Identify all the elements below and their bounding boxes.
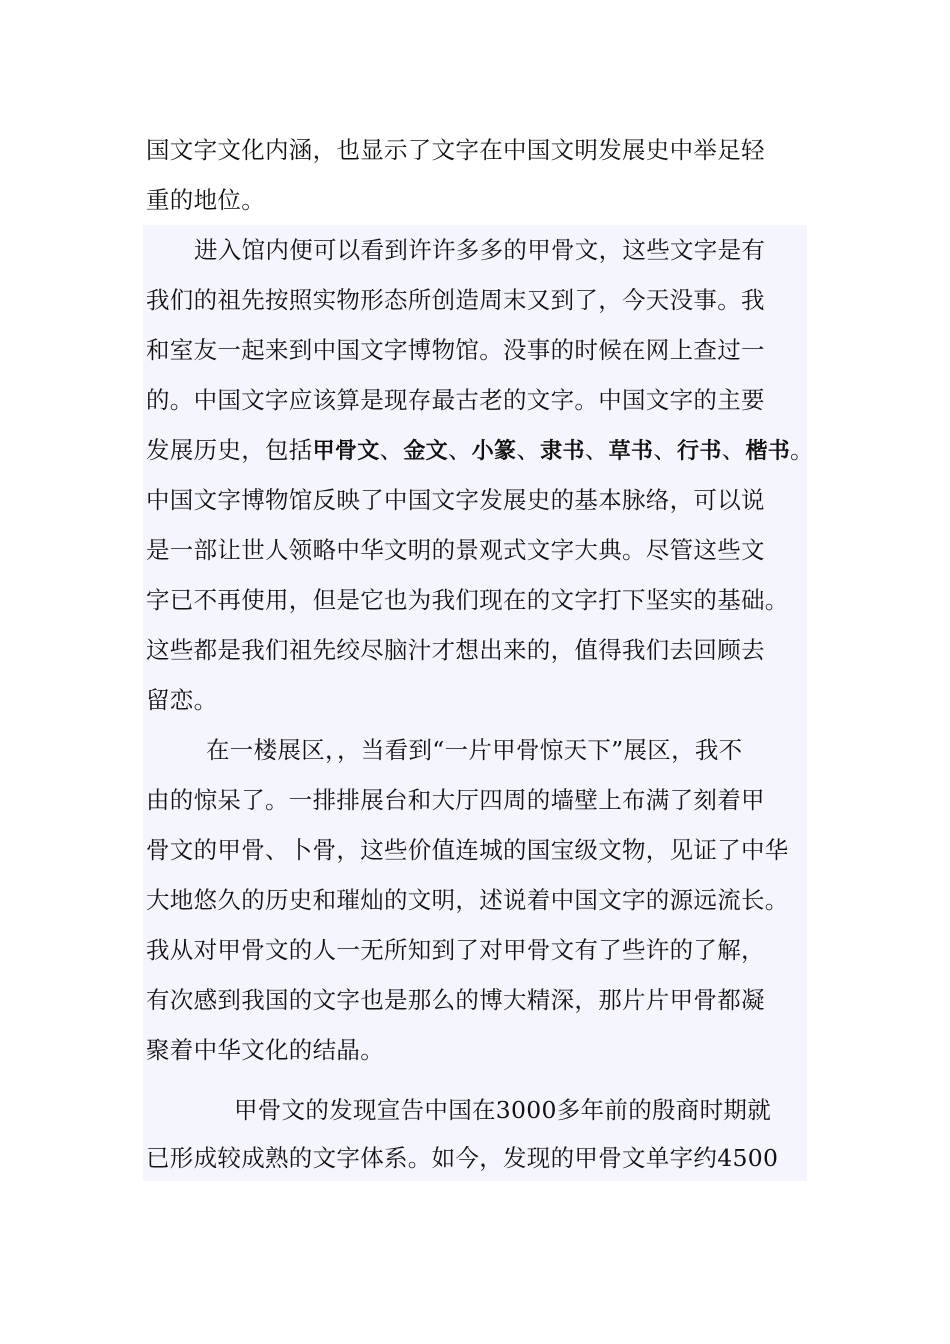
text-line: 中国文字博物馆反映了中国文字发展史的基本脉络，可以说 [146,486,765,514]
history-prefix: 发展历史，包括 [146,436,313,464]
text-line: 这些都是我们祖先绞尽脑汁才想出来的，值得我们去回顾去 [146,636,765,664]
separator: 、 [584,436,609,464]
script-name: 甲骨文 [312,439,380,464]
script-name: 金文 [403,439,448,464]
paragraph-start: 在一楼展区，，当看到“一片甲骨惊天下”展区，我不 [206,736,743,764]
text-line: 的。中国文字应该算是现存最古老的文字。中国文字的主要 [146,386,765,414]
text-line: 留恋。 [146,686,218,714]
text-line: 大地悠久的历史和璀灿的文明，述说着中国文字的源远流长。 [146,886,789,914]
text-line: 我们的祖先按照实物形态所创造周末又到了，今天没事。我 [146,286,765,314]
script-name: 行书 [677,439,722,464]
text-line: 字已不再使用，但是它也为我们现在的文字打下坚实的基础。 [146,586,789,614]
paragraph-start: 甲骨文的发现宣告中国在3000多年前的殷商时期就 [234,1096,772,1124]
separator: 、 [379,436,404,464]
separator: 、 [721,436,746,464]
text-line: 有次感到我国的文字也是那么的博大精深，那片片甲骨都凝 [146,986,765,1014]
script-name: 小篆 [471,439,517,464]
text-line: 我从对甲骨文的人一无所知到了对甲骨文有了些许的了解， [146,936,765,964]
text-line: 重的地位。 [146,186,265,214]
text-line: 已形成较成熟的文字体系。如今，发现的甲骨文单字约4500 [146,1144,779,1172]
text-line: 和室友一起来到中国文字博物馆。没事的时候在网上查过一 [146,336,765,364]
text-line: 国文字文化内涵，也显示了文字在中国文明发展史中举足轻 [146,136,765,164]
script-history-line [146,425,836,475]
separator: 、 [516,436,541,464]
separator: 、 [447,436,472,464]
text-line: 聚着中华文化的结晶。 [146,1036,384,1064]
text-line: 骨文的甲骨、卜骨，这些价值连城的国宝级文物，见证了中华 [146,836,789,864]
script-name: 草书 [608,439,654,464]
text-line: 由的惊呆了。一排排展台和大厅四周的墙壁上布满了刻着甲 [146,786,765,814]
paragraph-start: 进入馆内便可以看到许许多多的甲骨文，这些文字是有 [194,236,766,264]
script-name: 隶书 [540,439,585,464]
script-name: 楷书 [745,439,791,464]
text-line: 是一部让世人领略中华文明的景观式文字大典。尽管这些文 [146,536,765,564]
separator: 、 [653,436,678,464]
history-end: 。 [790,436,814,464]
